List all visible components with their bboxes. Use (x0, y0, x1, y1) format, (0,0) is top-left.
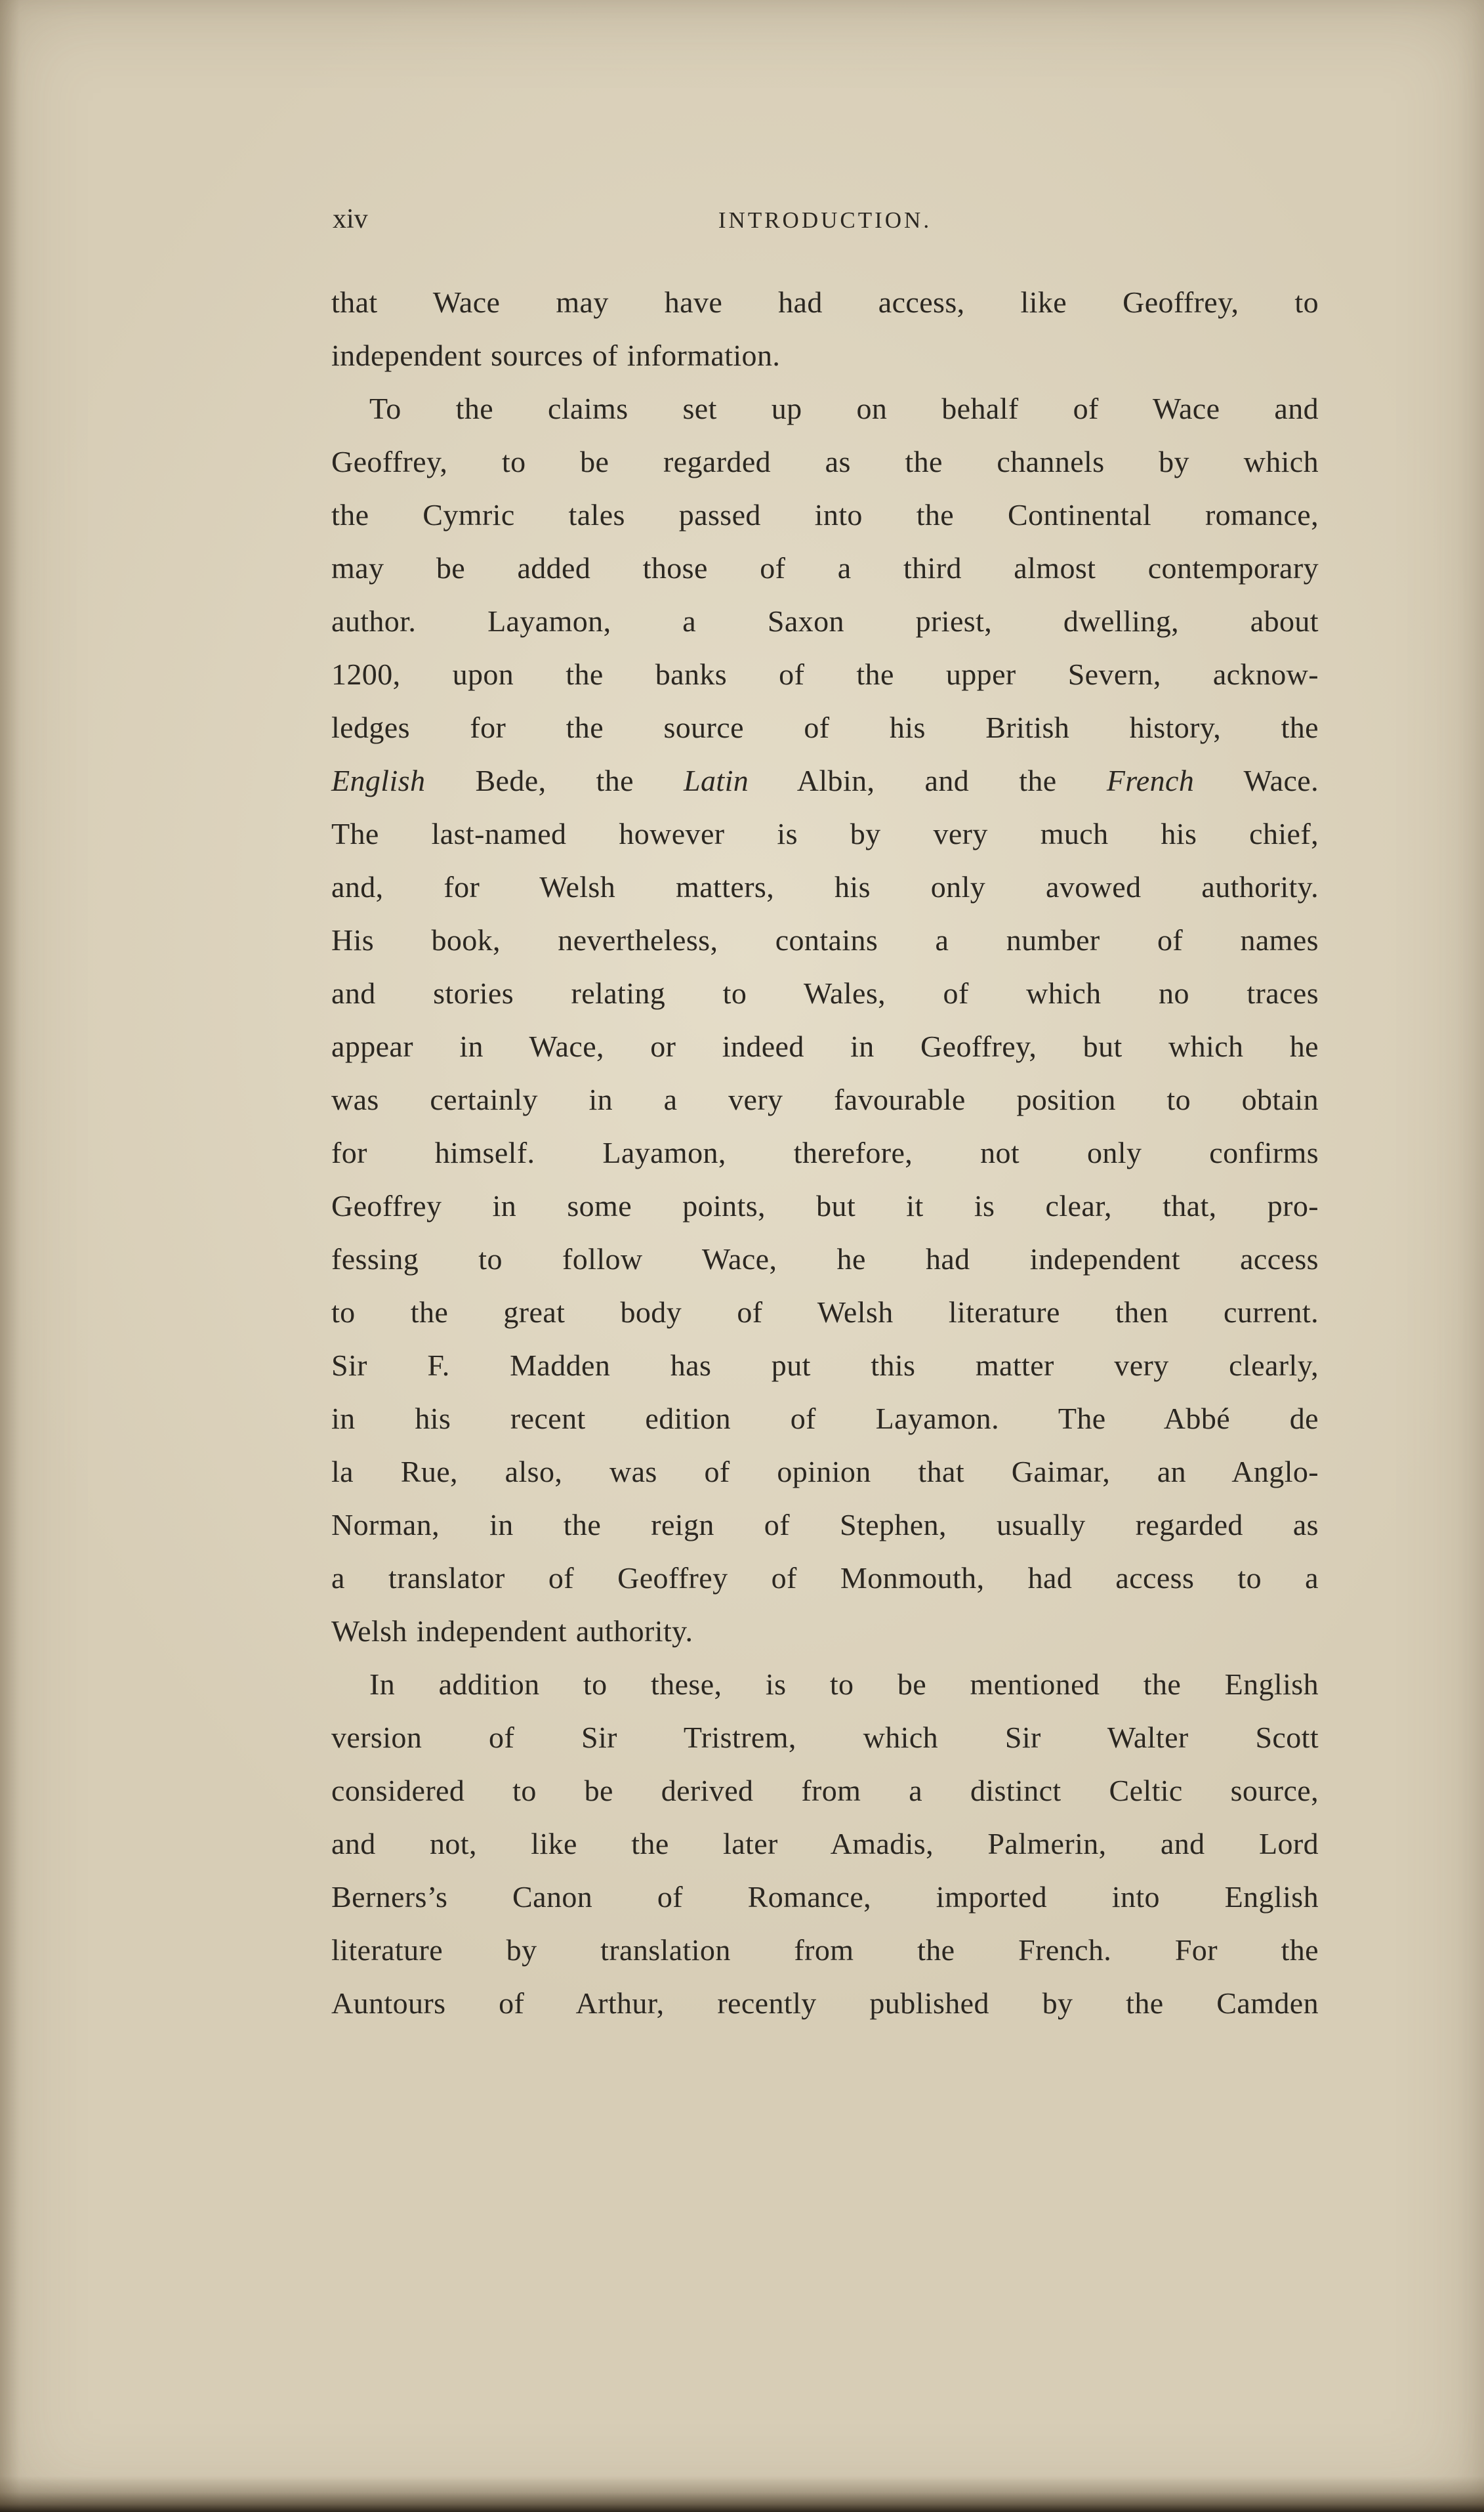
text-run: version of Sir Tristrem, which Sir Walter Scott (331, 1721, 1319, 1754)
text-line (331, 913, 1319, 967)
text-run: Geoffrey, to be regarded as the channels by which (331, 445, 1319, 478)
italic-text-run: Latin (684, 764, 749, 797)
text-run: Albin, and the (749, 764, 1107, 797)
text-run: and, for Welsh matters, his only avowed authority. (331, 870, 1319, 904)
text-run: Norman, in the reign of Stephen, usually regarded as (331, 1508, 1319, 1541)
text-run: To the claims set up on behalf of Wace and (369, 392, 1319, 425)
text-run: In addition to these, is to be mentioned the English (369, 1667, 1319, 1701)
text-run: ledges for the source of his British history, the (331, 711, 1319, 744)
text-line (331, 1923, 1319, 1977)
text-line (331, 1498, 1319, 1551)
text-run: Sir F. Madden has put this matter very clearly, (331, 1349, 1319, 1382)
text-line (331, 541, 1319, 595)
text-line (331, 382, 1319, 435)
text-run: that Wace may have had access, like Geoffrey, to (331, 285, 1319, 319)
text-line (331, 701, 1319, 754)
text-run: literature by translation from the French. For the (331, 1933, 1319, 1967)
running-head: INTRODUCTION. (718, 207, 932, 233)
text-run: fessing to follow Wace, he had independent access (331, 1242, 1319, 1276)
text-run: Auntours of Arthur, recently published by the Camden (331, 1986, 1319, 2020)
text-line (331, 1604, 1319, 1658)
text-line (331, 1711, 1319, 1764)
page-header (331, 199, 1319, 241)
text-line (331, 967, 1319, 1020)
italic-text-run: French (1106, 764, 1195, 797)
text-line (331, 1764, 1319, 1817)
text-run: and not, like the later Amadis, Palmerin, and Lord (331, 1827, 1319, 1860)
text-line (331, 1179, 1319, 1232)
text-run: Wace. (1194, 764, 1319, 797)
text-line (331, 329, 1319, 382)
text-line (331, 1977, 1319, 2030)
text-run: 1200, upon the banks of the upper Severn, acknow- (331, 658, 1319, 691)
text-run: author. Layamon, a Saxon priest, dwelling, about (331, 604, 1319, 638)
text-line (331, 1817, 1319, 1870)
text-line (331, 1870, 1319, 1923)
text-run: the Cymric tales passed into the Continental romance, (331, 498, 1319, 532)
text-line (331, 595, 1319, 648)
text-run: Bede, the (425, 764, 684, 797)
text-line (331, 1073, 1319, 1126)
text-run: Geoffrey in some points, but it is clear, that, pro- (331, 1189, 1319, 1223)
text-run: to the great body of Welsh literature then current. (331, 1295, 1319, 1329)
text-run: Welsh independent authority. (331, 1614, 693, 1648)
text-run: was certainly in a very favourable position to obtain (331, 1083, 1319, 1116)
text-line (331, 648, 1319, 701)
text-run: Berners’s Canon of Romance, imported into English (331, 1880, 1319, 1914)
page-bottom-edge (0, 2476, 1484, 2512)
text-block (331, 276, 1319, 2030)
text-line (331, 1551, 1319, 1604)
text-run: la Rue, also, was of opinion that Gaimar, an Anglo- (331, 1455, 1319, 1488)
text-line (331, 1020, 1319, 1073)
text-line (331, 276, 1319, 329)
text-run: and stories relating to Wales, of which no traces (331, 976, 1319, 1010)
text-line (331, 1445, 1319, 1498)
text-run: His book, nevertheless, contains a number of names (331, 923, 1319, 957)
left-edge-shading (0, 0, 20, 2512)
text-line (331, 435, 1319, 488)
text-line (331, 754, 1319, 807)
text-run: a translator of Geoffrey of Monmouth, had access to a (331, 1561, 1319, 1595)
text-run: The last-named however is by very much his chief, (331, 817, 1319, 850)
text-run: for himself. Layamon, therefore, not only confirms (331, 1136, 1319, 1169)
text-run: in his recent edition of Layamon. The Abbé de (331, 1402, 1319, 1435)
text-line (331, 1339, 1319, 1392)
text-run: independent sources of information. (331, 339, 781, 372)
text-line (331, 1232, 1319, 1286)
text-run: may be added those of a third almost contemporary (331, 551, 1319, 585)
text-line (331, 860, 1319, 913)
text-line (331, 1392, 1319, 1445)
text-line (331, 1286, 1319, 1339)
text-line (331, 1126, 1319, 1179)
text-line (331, 1658, 1319, 1711)
page-number: xiv (333, 204, 368, 234)
text-line (331, 807, 1319, 860)
text-run: appear in Wace, or indeed in Geoffrey, but which he (331, 1030, 1319, 1063)
text-run: considered to be derived from a distinct Celtic source, (331, 1774, 1319, 1807)
italic-text-run: English (331, 764, 426, 797)
text-line (331, 488, 1319, 541)
